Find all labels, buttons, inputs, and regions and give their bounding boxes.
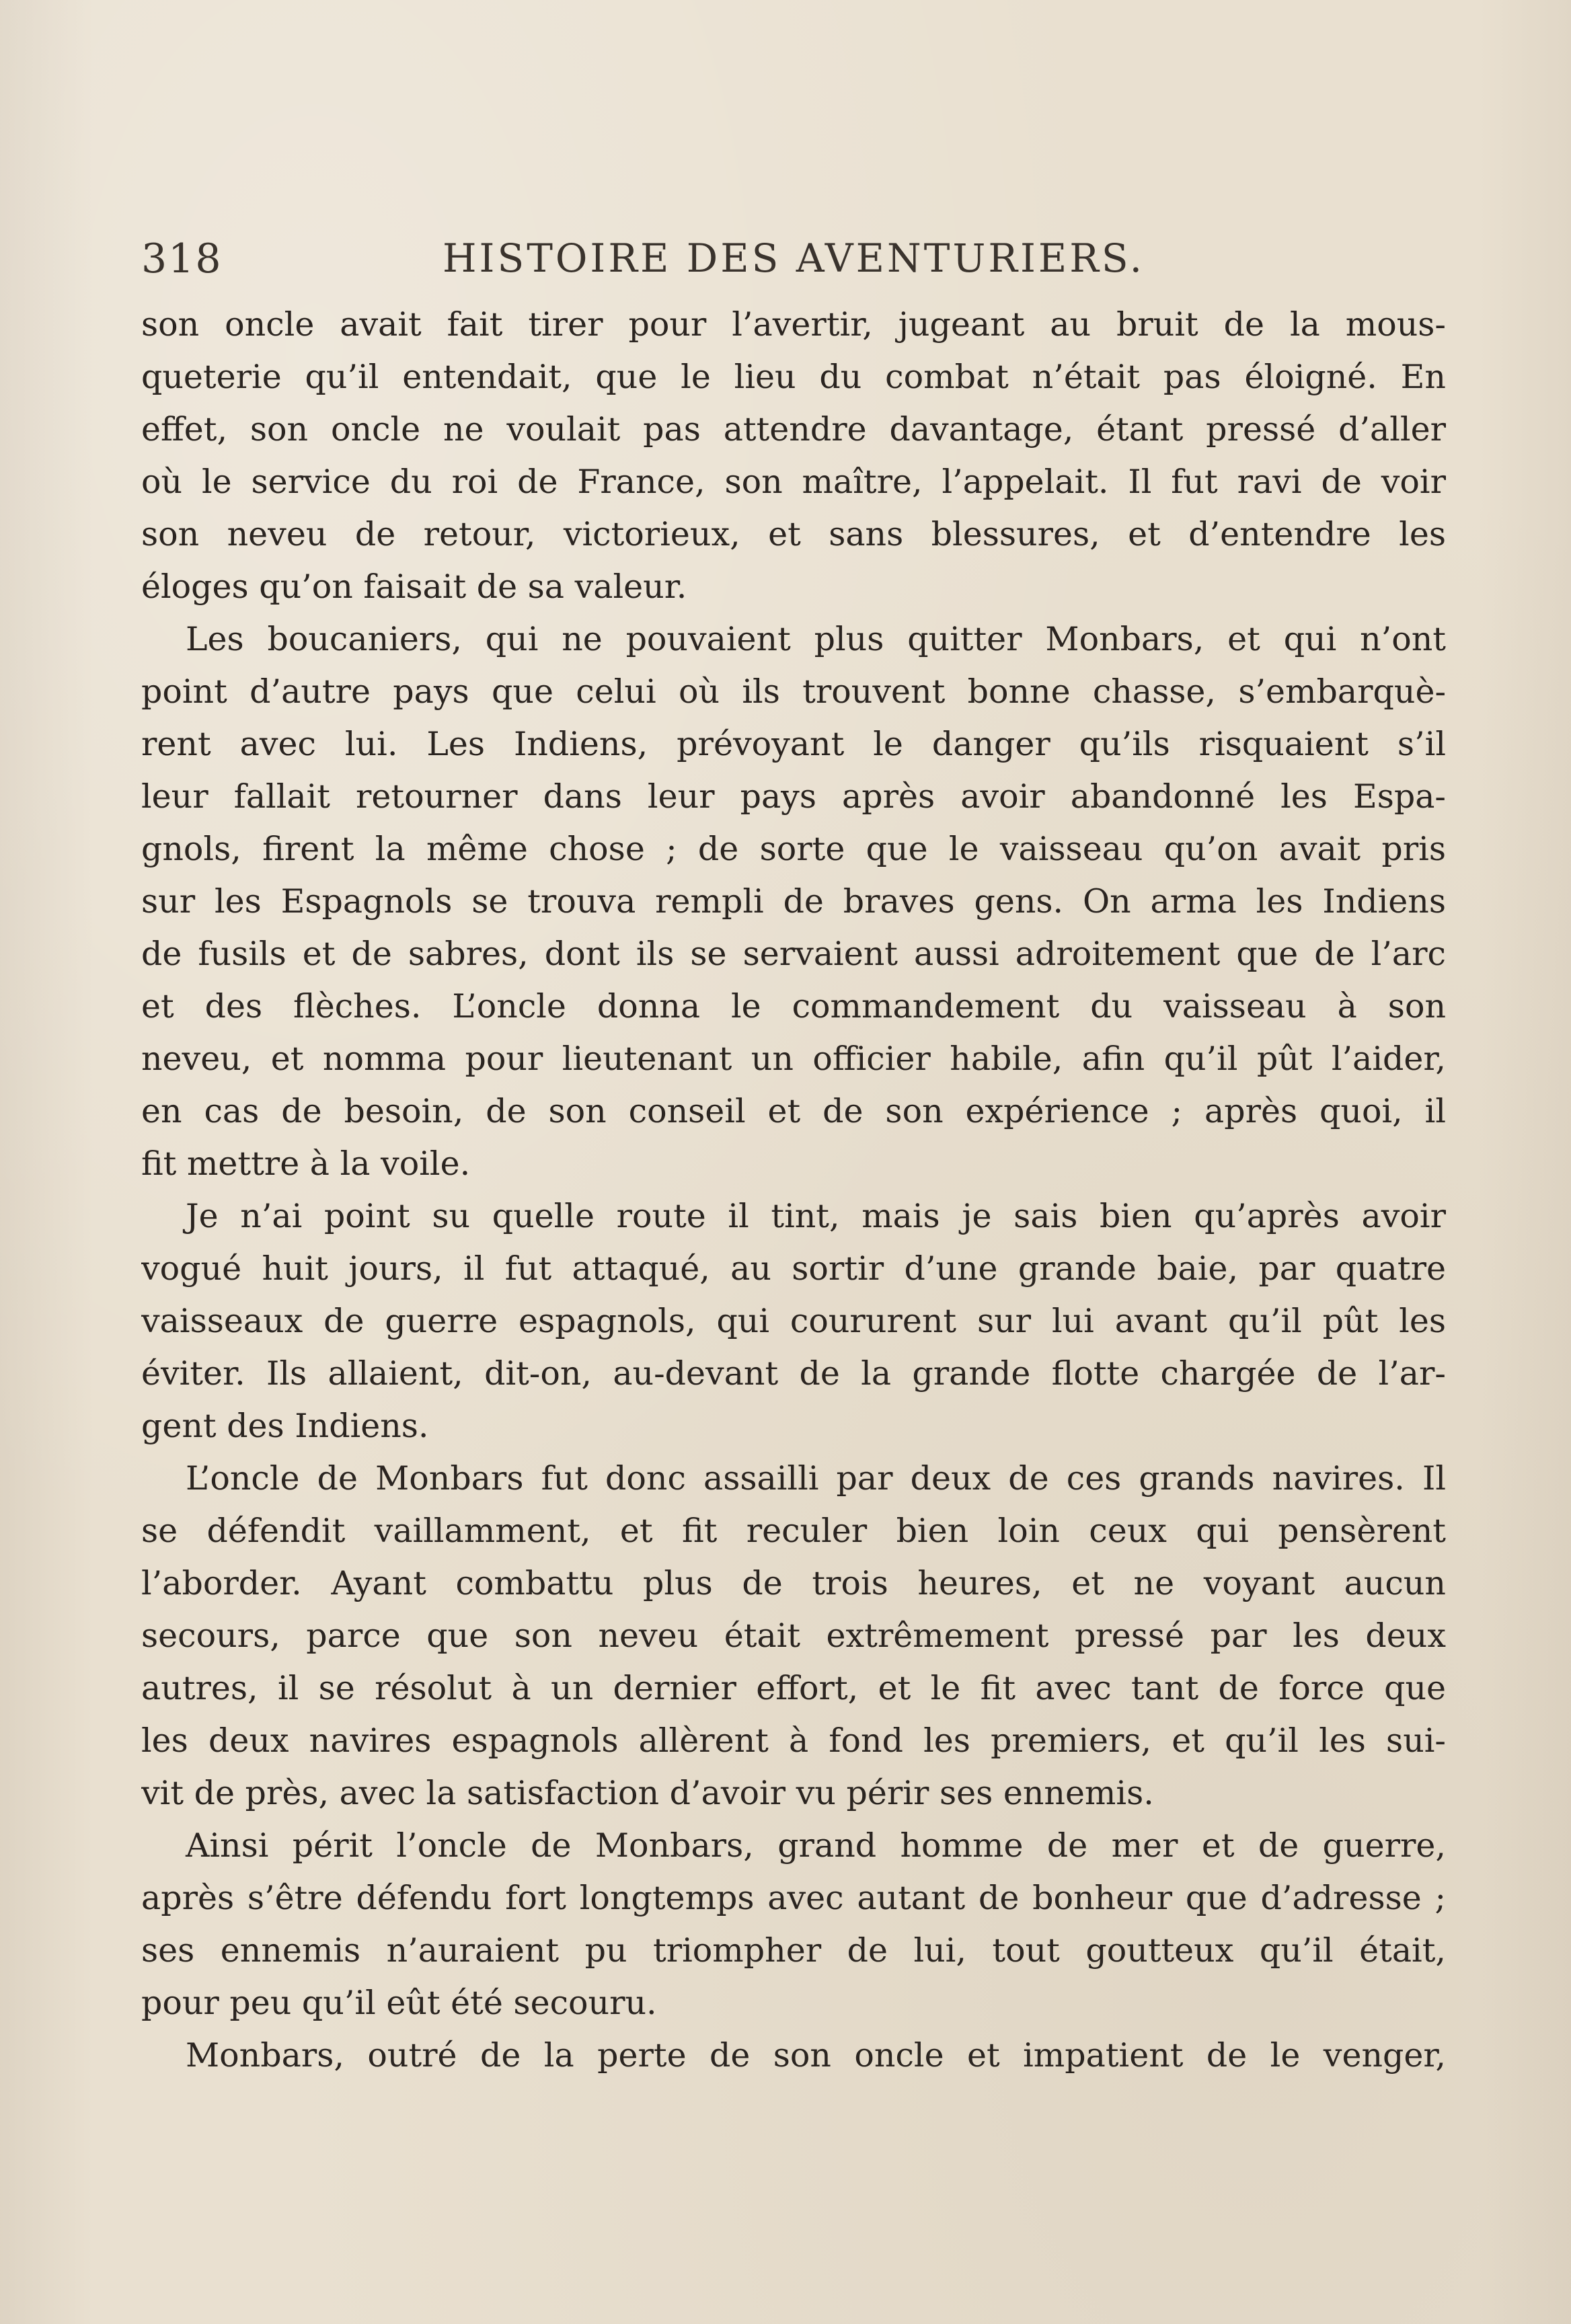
text-line: de fusils et de sabres, dont ils se servaient aussi adroitement que de l’arc [141, 935, 1446, 973]
text-line: effet, son oncle ne voulait pas attendre davantage, étant pressé d’aller [141, 410, 1446, 449]
text-line: autres, il se résolut à un dernier effort, et le fit avec tant de force que [141, 1669, 1446, 1707]
text-line: leur fallait retourner dans leur pays après avoir abandonné les Espa- [141, 777, 1446, 816]
text-line: point d’autre pays que celui où ils trouvent bonne chasse, s’embarquè- [141, 672, 1446, 711]
text-line: Les boucaniers, qui ne pouvaient plus quitter Monbars, et qui n’ont [186, 620, 1446, 658]
text-line: où le service du roi de France, son maître, l’appelait. Il fut ravi de voir [141, 463, 1446, 501]
text-line: son oncle avait fait tirer pour l’avertir, jugeant au bruit de la mous- [141, 305, 1446, 344]
text-line: vogué huit jours, il fut attaqué, au sortir d’une grande baie, par quatre [141, 1249, 1446, 1288]
text-line: et des flèches. L’oncle donna le commandement du vaisseau à son [141, 987, 1446, 1025]
text-line: l’aborder. Ayant combattu plus de trois heures, et ne voyant aucun [141, 1564, 1446, 1602]
text-line: vit de près, avec la satisfaction d’avoir vu périr ses ennemis. [141, 1774, 1154, 1812]
text-line: Monbars, outré de la perte de son oncle et impatient de le venger, [186, 2036, 1446, 2075]
page-number: 318 [141, 235, 223, 282]
body-text [141, 299, 1446, 2082]
text-line: gnols, firent la même chose ; de sorte que le vaisseau qu’on avait pris [141, 830, 1446, 868]
text-line: queterie qu’il entendait, que le lieu du combat n’était pas éloigné. En [141, 358, 1446, 396]
running-head [141, 229, 1446, 296]
text-line: sur les Espagnols se trouva rempli de braves gens. On arma les Indiens [141, 882, 1446, 921]
text-line: son neveu de retour, victorieux, et sans blessures, et d’entendre les [141, 515, 1446, 553]
text-line: pour peu qu’il eût été secouru. [141, 1984, 657, 2022]
text-line: secours, parce que son neveu était extrêmement pressé par les deux [141, 1617, 1446, 1655]
running-title: HISTOIRE DES AVENTURIERS. [442, 235, 1145, 281]
book-page [141, 229, 1446, 2233]
text-line: Je n’ai point su quelle route il tint, mais je sais bien qu’après avoir [186, 1197, 1446, 1235]
text-line: vaisseaux de guerre espagnols, qui coururent sur lui avant qu’il pût les [141, 1302, 1446, 1340]
text-line: gent des Indiens. [141, 1407, 429, 1445]
text-line: fit mettre à la voile. [141, 1145, 471, 1183]
text-line: après s’être défendu fort longtemps avec autant de bonheur que d’adresse ; [141, 1879, 1446, 1917]
text-line: ses ennemis n’auraient pu triompher de lui, tout goutteux qu’il était, [141, 1931, 1446, 1970]
text-line: se défendit vaillamment, et fit reculer bien loin ceux qui pensèrent [141, 1512, 1446, 1550]
text-line: les deux navires espagnols allèrent à fond les premiers, et qu’il les sui- [141, 1721, 1446, 1760]
text-line: L’oncle de Monbars fut donc assailli par deux de ces grands navires. Il [186, 1459, 1446, 1498]
text-line: rent avec lui. Les Indiens, prévoyant le danger qu’ils risquaient s’il [141, 725, 1446, 763]
text-line: en cas de besoin, de son conseil et de son expérience ; après quoi, il [141, 1092, 1446, 1130]
text-line: éloges qu’on faisait de sa valeur. [141, 568, 687, 606]
text-line: Ainsi périt l’oncle de Monbars, grand homme de mer et de guerre, [186, 1826, 1446, 1865]
text-line: neveu, et nomma pour lieutenant un officier habile, afin qu’il pût l’aider, [141, 1040, 1446, 1078]
text-line: éviter. Ils allaient, dit-on, au-devant de la grande flotte chargée de l’ar- [141, 1354, 1446, 1393]
